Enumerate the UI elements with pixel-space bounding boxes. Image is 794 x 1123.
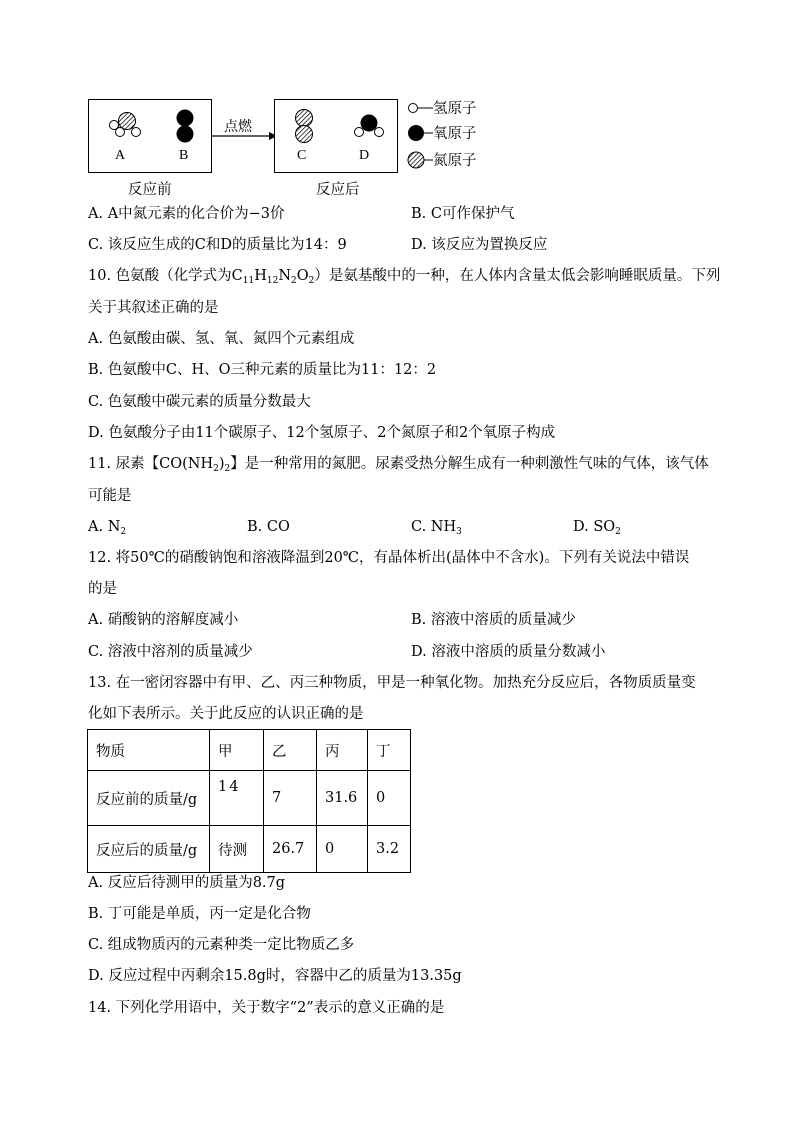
- legend-nitrogen: 氮原子: [407, 149, 477, 170]
- table-cell: 待测: [210, 826, 264, 873]
- label-c: C: [297, 148, 307, 163]
- q14-stem: 14. 下列化学用语中，关于数字“2”表示的意义正确的是: [88, 1000, 445, 1016]
- mass-table: [87, 729, 411, 873]
- q12-stem-line2: 的是: [88, 581, 117, 597]
- label-b: B: [179, 148, 189, 163]
- before-caption: 反应前: [128, 182, 172, 198]
- q11-stem: 11. 尿素【$CO(NH_2)_2$】是一种常用的氮肥。尿素受热分解生成有一种刺激性气味的气体，该气体: [88, 456, 709, 474]
- molecule-b-icon: [173, 108, 197, 146]
- q10-stem-line2: 关于其叙述正确的是: [88, 300, 219, 316]
- hollow-circle-icon: [407, 101, 433, 115]
- q11-option-b: B. CO: [247, 519, 290, 535]
- q9-option-d: D. 该反应为置换反应: [411, 237, 548, 253]
- q10-option-b: B. 色氨酸中C、H、O三种元素的质量比为11：12：2: [88, 362, 437, 378]
- table-cell: 丙: [317, 730, 368, 771]
- q11-stem-line2: 可能是: [88, 488, 132, 504]
- q12-option-a: A. 硝酸钠的溶解度减小: [88, 612, 239, 628]
- q12-option-c: C. 溶液中溶剂的质量减少: [88, 644, 253, 660]
- legend-hydrogen: 氢原子: [407, 97, 477, 118]
- after-caption: 反应后: [316, 182, 360, 198]
- table-cell: 丁: [368, 730, 411, 771]
- table-cell: 7: [264, 771, 317, 826]
- q13-option-b: B. 丁可能是单质，丙一定是化合物: [88, 906, 311, 922]
- molecule-a-icon: [105, 108, 145, 144]
- table-cell: 甲: [210, 730, 264, 771]
- table-cell: 3.2: [368, 826, 411, 873]
- q10-option-c: C. 色氨酸中碳元素的质量分数最大: [88, 394, 311, 410]
- before-reaction-box: [88, 99, 212, 173]
- table-row: [88, 771, 411, 826]
- table-cell: 0: [368, 771, 411, 826]
- table-cell: 反应前的质量/g: [88, 771, 210, 826]
- black-circle-icon: [407, 123, 433, 143]
- q9-option-c: C. 该反应生成的C和D的质量比为14：9: [88, 237, 347, 253]
- q11-option-a: A. $N_2$: [88, 519, 127, 537]
- q9-option-a: A. A中氮元素的化合价为−3价: [88, 206, 285, 222]
- table-cell: 26.7: [264, 826, 317, 873]
- table-cell: 反应后的质量/g: [88, 826, 210, 873]
- q11-option-d: D. $SO_2$: [573, 519, 621, 537]
- q13-option-d: D. 反应过程中丙剩余15.8g时，容器中乙的质量为13.35g: [88, 968, 462, 984]
- table-header-row: [88, 730, 411, 771]
- q10-option-a: A. 色氨酸由碳、氢、氧、氮四个元素组成: [88, 331, 355, 347]
- q13-stem: 13. 在一密闭容器中有甲、乙、丙三种物质，甲是一种氧化物。加热充分反应后，各物质质量变: [88, 675, 696, 691]
- q10-stem: 10. 色氨酸（化学式为$C_{11}H_{12}N_2O_2$）是氨基酸中的一种，在人体内含量太低会影响睡眠质量。下列: [88, 268, 721, 286]
- reaction-arrow-icon: [211, 130, 277, 142]
- hatched-circle-icon: [407, 150, 433, 170]
- q9-option-b: B. C可作保护气: [411, 206, 515, 222]
- table-cell: 0: [317, 826, 368, 873]
- q12-option-b: B. 溶液中溶质的质量减少: [411, 612, 576, 628]
- q10-option-d: D. 色氨酸分子由11个碳原子、12个氢原子、2个氮原子和2个氧原子构成: [88, 425, 556, 441]
- table-row: [88, 826, 411, 873]
- q12-option-d: D. 溶液中溶质的质量分数减小: [411, 644, 606, 660]
- q11-option-c: C. $NH_3$: [411, 519, 462, 537]
- table-cell: 14: [210, 771, 264, 826]
- table-cell: 31.6: [317, 771, 368, 826]
- q13-stem-line2: 化如下表所示。关于此反应的认识正确的是: [88, 706, 364, 722]
- label-d: D: [359, 148, 370, 163]
- label-a: A: [115, 148, 126, 163]
- q13-option-a: A. 反应后待测甲的质量为8.7g: [88, 875, 286, 891]
- molecule-c-icon: [292, 108, 316, 146]
- q12-stem: 12. 将50℃的硝酸钠饱和溶液降温到20℃，有晶体析出(晶体中不含水)。下列有关说法中错误: [88, 550, 690, 566]
- legend-oxygen: 氧原子: [407, 122, 477, 143]
- q13-option-c: C. 组成物质丙的元素种类一定比物质乙多: [88, 937, 355, 953]
- table-cell: 乙: [264, 730, 317, 771]
- table-cell: 物质: [88, 730, 210, 771]
- after-reaction-box: [274, 99, 398, 173]
- molecule-d-icon: [351, 112, 387, 140]
- arrow-label: 点燃: [224, 119, 252, 135]
